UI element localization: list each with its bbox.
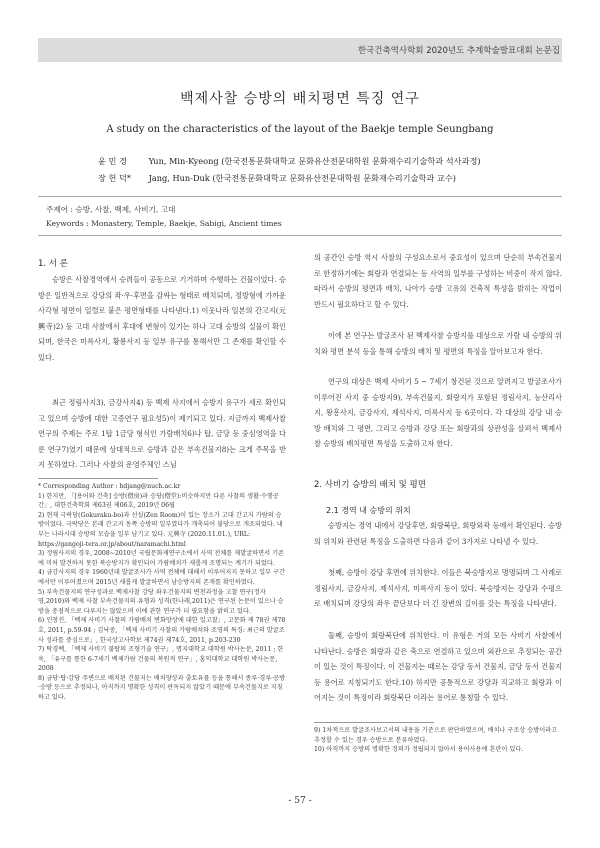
author-affiliation: (한국전통문화대학교 문화유산전문대학원 문화재수리기술학과 석사과정)	[221, 156, 481, 166]
intro-paragraph-3: 이에 본 연구는 발굴조사 된 백제사찰 승방지를 대상으로 가람 내 승방의 위치와 평면 분석 등을 통해 승방의 배치 및 평면의 특징을 알아보고자 한다.	[314, 331, 562, 356]
footnote: 8) 금당·탑·강당 주변으로 배치된 건물지는 배치양상과 출토유물 등을 통해서 종루·경루·공방·승방 등으로 추정되나, 아직까지 명확한 성격이 판독되지 않았기 때문에 부속건물지로 지칭하고 있다.	[38, 674, 286, 702]
footnote: 6) 인창진, 「백제 사비기 사찰의 가람배치 변화양상에 대한 일고찰」, 고문화 제 78권 제78호, 2011, p.59-94 ; 김낙중, 「백제 사비기 사찰의 가람배치와 조영의 특징: 최근의 발굴조사 성과를 중심으로」, 한국상고사학보 제74권 제74호, 2011, p.203-230	[38, 617, 286, 644]
intro-paragraph-2: 최근 정림사지3), 금강사지4) 등 백제 사지에서 승방지 유구가 새로 확인되고 있으며 승방에 대한 고증연구 필요성5)이 제기되고 있다. 지금까지 백제사찰 연구의 주제는 주로 1탑 1금당 형식인 가람배치6)나 탑, 금당 등 중심영역을 다룬 연구7)였기 때문에 상대적으로 승방과 같은 부속건물지8)는 크게 주목을 받지 못하였다. 그러나 사찰의 운영주체인 스님	[38, 398, 286, 469]
intro-continuation: 의 공간인 승방 역시 사찰의 구성요소로서 중요성이 있으며 단순히 부속건물지로 한정하기에는 회랑과 연결되는 등 사역의 일부를 구성하는 비중이 작지 않다. 따라서 승방의 평면과 배치, 나아가 승방 고유의 건축적 특성을 밝히는 작업이 반드시 필요하다고 할 수 있다.	[314, 253, 562, 309]
footnote: 1) 한지만, 「[용어와 건축] 승방(僧房)과 승당(僧堂):비슷하지만 다른 사찰의 생활·수행공간」, 대한건축학회 제63권 제06호, 2019년 06월	[38, 492, 279, 510]
author-1	[98, 156, 481, 167]
keywords-box	[38, 196, 562, 236]
footnotes-left	[38, 482, 286, 703]
keywords-english: Keywords : Monastery, Temple, Baekje, Sabigi, Ancient times	[46, 219, 282, 228]
footnote: 7) 탁경백, 「백제 사비기 불탑의 조형기술 연구」, 명지대학교 대학원 박사논문, 2011 ; 한욱, 「유구를 통한 6-7세기 백제가람 건물의 복원적 연구」, 홍익대학교 대학원 박사논문, 2008	[38, 646, 284, 673]
section-2-heading: 2. 사비기 승방의 배치 및 평면	[314, 480, 426, 490]
subsection-2-1-heading: 2.1 경역 내 승방의 위치	[326, 506, 411, 515]
author-roman: Jang, Hun-Duk	[148, 173, 210, 183]
author-name: 장 헌 덕*	[98, 173, 132, 183]
footnote: 4) 금강사지의 경우 1960년대 발굴조사가 사역 전체에 대해서 이루어지지 못하고 일부 구간에서만 이루어졌으며 2015년 새롭게 발굴하면서 남승방지의 존재를 확인하였다.	[38, 569, 285, 586]
section-2-paragraph-2: 첫째, 승방이 강당 후면에 위치한다. 이들은 북승방지로 명명되며 그 사례로 정림사지, 금강사지, 제석사지, 미륵사지 등이 있다. 북승방지는 강당과 수평으로 배치되며 강당의 좌우 끝단보다 더 긴 장변의 길이를 갖는 특징을 나타낸다.	[314, 568, 562, 608]
section-2-paragraph-3: 둘째, 승방이 회랑북단에 위치한다. 이 유형은 거의 모든 사비기 사찰에서 나타난다. 승방은 회랑과 같은 축으로 연결하고 있으며 외관으로 추정되는 공간이 있는 것이 특징이다. 이 건물지는 때로는 강당 동서 건물지, 금당 동서 건물지 등 용어로 지칭되기도 한다.10) 하지만 공통적으로 강당과 직교하고 회랑과 이어지는 것이 특징이라 회랑북단 이라는 용어로 통칭할 수 있다.	[314, 631, 562, 702]
footnote: 2) 현재 극락당(Gokuraku-bo)과 선실(Zen Room)이 있는 장소가 고대 간고지 가람의 승방이었다. 극락당은 본래 간고지 동쪽 승방의 일부였다가 개축되어 불당으로 개조되었다. 내부는 나라시대 승방의 모습을 일부 남기고 있다. 元興寺 (2020.11.01.), URL: https://gangoji-tera.or.jp/about/naramachi.html	[38, 511, 283, 548]
keywords-korean: 주제어 : 승방, 사찰, 백제, 사비기, 고대	[46, 205, 176, 214]
korean-title: 백제사찰 승방의 배치평면 특징 연구	[180, 91, 420, 107]
intro-paragraph-1: 승방은 사찰경역에서 승려들이 공동으로 기거하며 수행하는 건물이었다. 승방은 일반적으로 강당의 좌·우·후면을 감싸는 형태로 배치되며, 정방형에 가까운 사각형 평면이 일렬로 붙은 평면형태를 나타낸다.1) 이웃나라 일본의 간고지(元興寺)2) 등 고대 사찰에서 후대에 변형이 있기는 하나 고대 승방의 실물이 확인되며, 한국은 미륵사지, 황룡사지 등 일부 유구를 통해서만 그 존재를 확인할 수 있다.	[38, 275, 286, 362]
footnote-rule	[314, 722, 434, 723]
section-1-heading: 1. 서 론	[38, 259, 68, 269]
author-affiliation: (한국전통문화대학교 문화유산전문대학원 문화재수리기술학과 교수)	[212, 173, 456, 183]
page-number: - 57 -	[288, 796, 312, 806]
english-title: A study on the characteristics of the layout of the Baekje temple Seungbang	[106, 124, 494, 135]
section-2-paragraph-1: 승방지는 경역 내에서 강당후면, 회랑북단, 회랑외곽 등에서 확인된다. 승방의 위치와 관련된 특징을 도출하면 다음과 같이 3가지로 나타낼 수 있다.	[314, 521, 562, 546]
footnotes-right	[314, 726, 562, 755]
author-roman: Yun, Min-Kyeong	[148, 156, 219, 166]
footnote-rule	[38, 478, 158, 479]
footnote: 9) 1차적으로 발굴조사보고서의 내용을 기준으로 판단하였으며, 배치나 구조상 승방이라고 추정할 수 있는 경우 승방으로 분류하였다.	[314, 727, 558, 744]
footnote-corresponding: * Corresponding Author : hdjang@nuch.ac.kr	[38, 483, 181, 490]
footnote: 3) 정림사지의 경우, 2008~2010년 국립문화재연구소에서 사역 전체를 재발굴하면서 기존에 미처 발견하지 못한 북승방지가 확인되어 가람배치가 새롭게 조명되는 계기가 되었다.	[38, 550, 285, 567]
author-name: 윤 민 경	[98, 156, 127, 166]
footnote: 5) 부속건물지의 연구성과로 백제사찰 강당 좌우건물지의 변천과정을 고찰 연구(정자영,2010)와 백제 사찰 부속건물지의 유형과 성격(한나래,2011)은 연구된 논문이 있으나 승방을 중점적으로 다루지는 않았으며 이에 관한 연구가 더 필요함을 밝히고 있다.	[38, 588, 284, 615]
author-2	[98, 173, 456, 184]
footnote: 10) 아직까지 승방의 명확한 정의가 정립되지 않아서 용어사용에 혼란이 있다.	[314, 746, 524, 754]
running-title: 한국건축역사학회 2020년도 추계학술발표대회 논문집	[357, 46, 560, 56]
intro-paragraph-4: 연구의 대상은 백제 사비기 5 ~ 7세기 창건된 것으로 알려지고 발굴조사가 이루어진 사지 중 승방지9), 부속건물지, 회랑지가 포함된 정림사지, 능산리사지, 왕흥사지, 금강사지, 제석사지, 미륵사지 등 6곳이다. 각 대상의 강당 내 승방 배치와 그 평면, 그리고 승방과 강당 또는 회랑과의 상관성을 살펴서 백제사찰 승방의 배치평면 특성을 도출하고자 한다.	[314, 377, 562, 448]
